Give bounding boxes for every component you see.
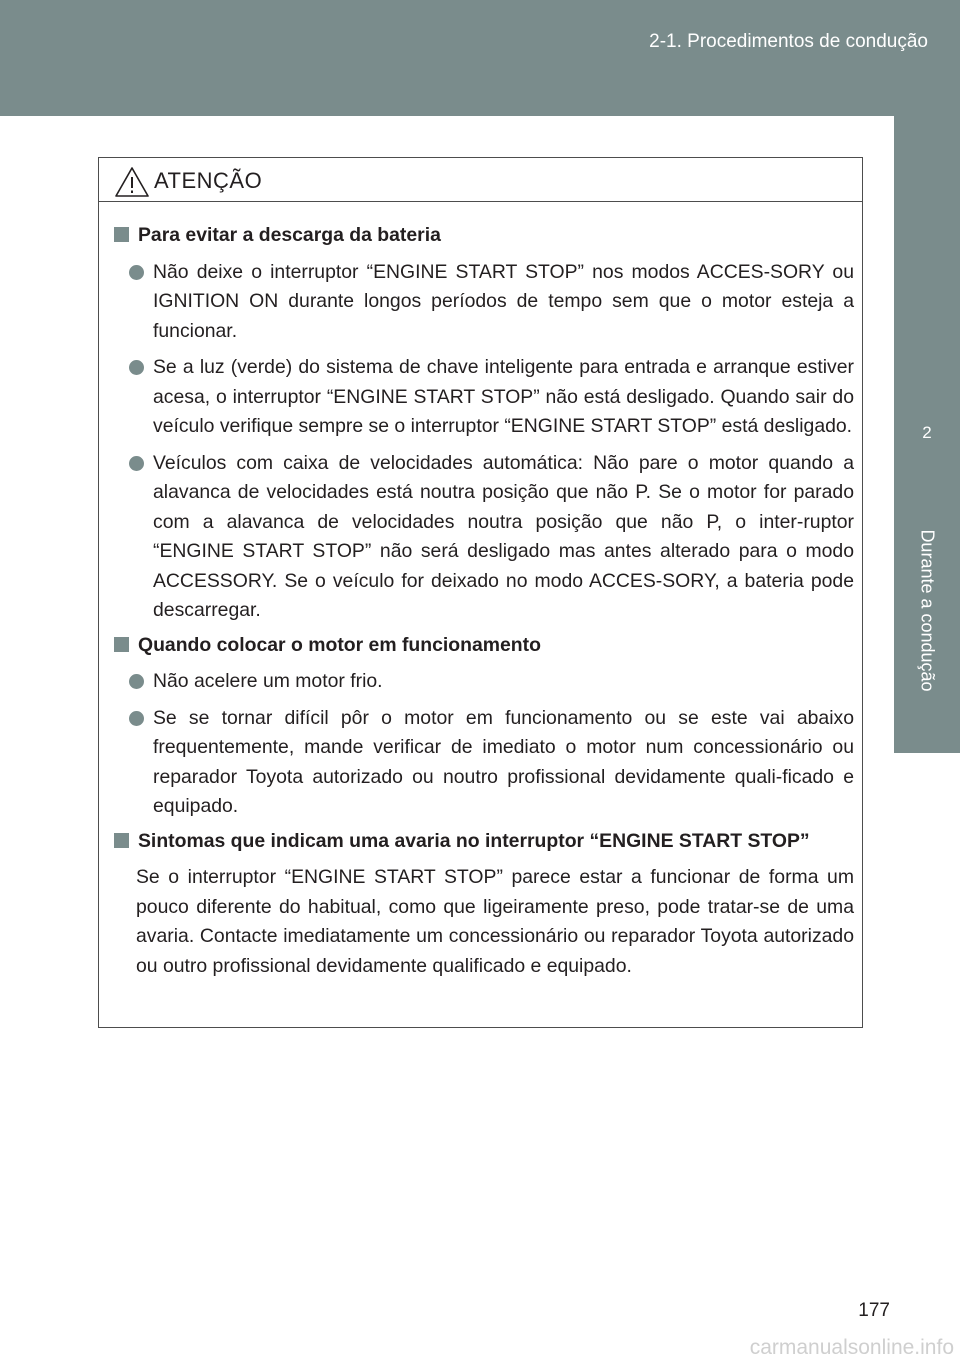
warning-body	[99, 202, 862, 981]
list-item: Se se tornar difícil pôr o motor em funcionamento ou se este vai abaixo frequentemente, mande verificar de imediato o motor num concessionário ou reparador Toyota autorizado ou noutro profissional devidamente quali-ficado e equipado.	[114, 704, 854, 822]
section-paragraph: Se o interruptor “ENGINE START STOP” parece estar a funcionar de forma um pouco diferente do habitual, como que ligeiramente preso, pode tratar-se de uma avaria. Contacte imediatamente um concessionário ou reparador Toyota autorizado ou outro profissional devidamente qualificado e equipado.	[136, 866, 854, 977]
section-heading: Para evitar a descarga da bateria	[114, 221, 854, 251]
circle-bullet-icon	[129, 456, 144, 471]
watermark: carmanualsonline.info	[749, 1336, 954, 1359]
circle-bullet-icon	[129, 711, 144, 726]
circle-bullet-icon	[129, 360, 144, 375]
square-bullet-icon	[114, 833, 129, 848]
circle-bullet-icon	[129, 674, 144, 689]
warning-header	[99, 158, 862, 202]
section-heading: Quando colocar o motor em funcionamento	[114, 631, 854, 661]
list-item: Não deixe o interruptor “ENGINE START STOP” nos modos ACCES-SORY ou IGNITION ON durante longos períodos de tempo sem que o motor esteja a funcionar.	[114, 258, 854, 347]
warning-box	[98, 157, 863, 1028]
section-heading: Sintomas que indicam uma avaria no interruptor “ENGINE START STOP”	[114, 827, 854, 857]
list-item: Se a luz (verde) do sistema de chave inteligente para entrada e arranque estiver acesa, o interruptor “ENGINE START STOP” não está desligado. Quando sair do veículo verifique sempre se o interruptor “ENGINE START STOP” está desligado.	[114, 353, 854, 442]
square-bullet-icon	[114, 637, 129, 652]
chapter-number: 2	[894, 399, 960, 467]
warning-title: ATENÇÃO	[154, 168, 263, 193]
header-band	[0, 0, 960, 116]
square-bullet-icon	[114, 227, 129, 242]
chapter-label: Durante a condução	[917, 528, 938, 692]
section-title: 2-1. Procedimentos de condução	[649, 31, 928, 52]
side-tab	[894, 116, 960, 399]
list-item: Veículos com caixa de velocidades automática: Não pare o motor quando a alavanca de velocidades está noutra posição que não P. Se o motor for parado com a alavanca de velocidades noutra posição que não P, o inter-ruptor “ENGINE START STOP” não será desligado mas antes alterado para o modo ACCESSORY. Se o veículo for deixado no modo ACCES-SORY, a bateria pode descarregar.	[114, 449, 854, 626]
warning-triangle-icon	[114, 166, 150, 198]
list-item: Não acelere um motor frio.	[114, 667, 854, 697]
page-number: 177	[858, 1300, 890, 1321]
circle-bullet-icon	[129, 265, 144, 280]
chapter-label-wrapper	[910, 490, 944, 730]
